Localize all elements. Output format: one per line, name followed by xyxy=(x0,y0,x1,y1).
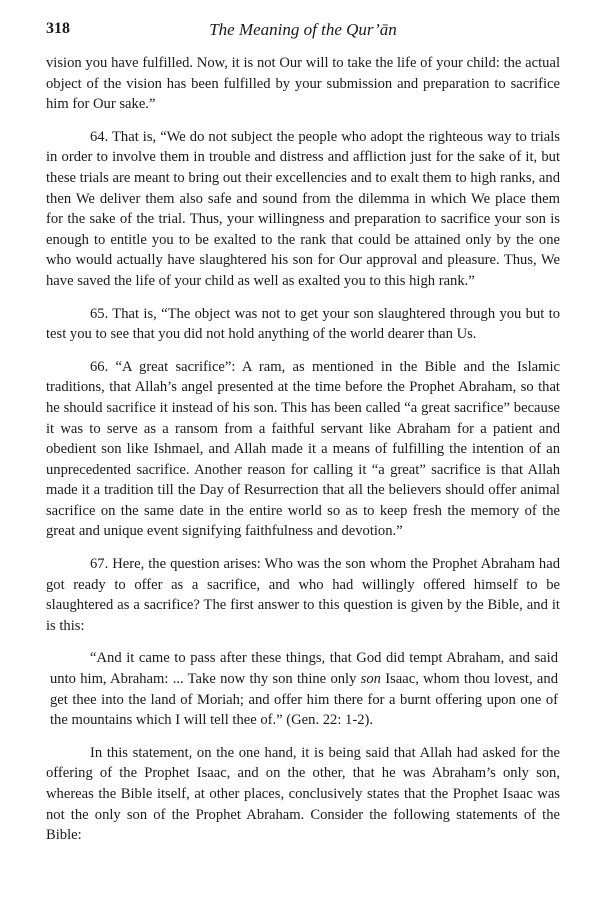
note-64: 64. That is, “We do not subject the people who adopt the righteous way to trials in order to involve them in trouble and distress and affliction just for the sake of it, but these trials are meant to bring out their excellencies and to exalt them to high ranks, and then We deliver them also safe and sound from the dilemma in which We place them for the sake of the trial. Thus, your willingness and preparation to sacrifice your son is enough to entitle you to be exalted to the rank that could be attained only by the one who would actually have slaughtered his son for Our approval and pleasure. Thus, We have saved the life of your child as well as exalted you to this high rank.” xyxy=(46,128,560,289)
statement-paragraph: In this statement, on the one hand, it is being said that Allah had asked for the offering of the Prophet Isaac, and on the other, that he was Abraham’s only son, whereas the Bible itself, at other places, conclusively states that the Prophet Isaac was not the only son of the Prophet Abraham. Consider the following statements of the Bible: xyxy=(46,744,560,844)
bible-quotation xyxy=(50,648,558,730)
note-66: 66. “A great sacrifice”: A ram, as mentioned in the Bible and the Islamic traditions, that Allah’s angel presented at the time before the Prophet Abraham, so that he should sacrifice it instead of his son. This has been called “a great sacrifice” because it was to serve as a ransom from a faithful servant like Abraham for a patient and obedient son like Ishmael, and Allah made it a means of fulfilling the intention of an unprecedented sacrifice. Another reason for calling it “a great” sacrifice is that Allah made it a tradition till the Day of Resurrection that all the believers should offer animal sacrifice on the same date in the entire world so as to keep fresh the memory of the great and unique event signifying faithfulness and devotion.” xyxy=(46,358,560,540)
note-67: 67. Here, the question arises: Who was the son whom the Prophet Abraham had got ready to offer as a sacrifice, and who had willingly offered himself to be slaughtered as a sacrifice? The first answer to this question is given by the Bible, and it is this: xyxy=(46,556,560,634)
note-65: 65. That is, “The object was not to get your son slaughtered through you but to test you to see that you did not hold anything of the world dearer than Us. xyxy=(46,305,560,343)
page-header xyxy=(46,20,560,44)
quote-text-after: Isaac, whom thou lovest, and get thee into the land of Moriah; and offer him there for a burnt offering upon one of the mountains which I will tell thee of.” (Gen. 22: 1-2). xyxy=(50,671,558,729)
body-text xyxy=(46,53,560,846)
quote-italic-word: son xyxy=(360,671,381,688)
page-number: 318 xyxy=(46,20,70,37)
paragraph-continuation: vision you have fulfilled. Now, it is not Our will to take the life of your child: the actual object of the vision has been fulfilled by your submission and preparation to sacrifice him for Our sake.” xyxy=(46,55,560,113)
running-title: The Meaning of the Qur’ān xyxy=(209,20,397,39)
quote-text-before: “And it came to pass after these things, that God did tempt Abraham, and said unto him, Abraham: ... Take now thy son thine only xyxy=(50,650,558,688)
